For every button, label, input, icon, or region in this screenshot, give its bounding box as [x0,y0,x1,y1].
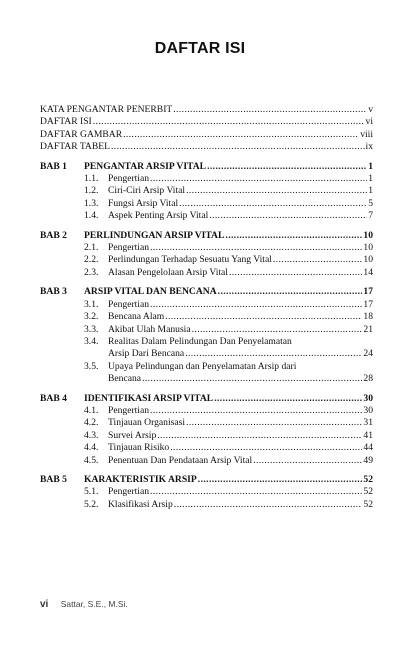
dot-leader [209,210,367,222]
dot-leader [93,116,365,128]
toc-page-number: 30 [363,392,373,404]
toc-entry-front[interactable] [40,116,373,128]
toc-page-number: vi [365,116,373,128]
footer-author: Sattar, S.E., M.Si. [60,599,128,609]
dot-leader [150,486,362,498]
toc-page-number: 7 [368,210,373,222]
dot-leader [225,230,362,242]
section-gap [40,223,373,230]
dot-leader [214,393,362,405]
toc-page-number: 41 [363,429,373,441]
toc-page-number: 52 [363,498,373,510]
toc-page-number: viii [360,128,373,140]
section-number: 3.3. [84,323,99,335]
dot-leader [192,324,363,336]
section-gap [40,154,373,161]
page-title: DAFTAR ISI [154,40,246,57]
toc-page-number: 24 [363,348,373,360]
section-title: Realitas Dalam Pelindungan Dan Penyelamatan [108,335,292,347]
toc-page-number: 49 [363,454,373,466]
toc-section[interactable] [40,499,373,511]
section-number: 1.4. [84,210,99,222]
toc-page-number: 17 [363,286,373,298]
dot-leader [170,442,362,454]
toc-entry-front[interactable] [40,104,373,116]
section-title: Fungsi Arsip Vital [108,197,179,209]
chapter-number: BAB 1 [40,160,67,172]
dot-leader [207,161,367,173]
dot-leader [229,267,362,279]
toc-section[interactable] [40,173,373,185]
section-title: Bencana [108,373,142,385]
toc-page-number: 30 [363,404,373,416]
toc-chapter[interactable] [40,230,373,242]
dot-leader [198,474,363,486]
dot-leader [123,129,359,141]
chapter-title: ARSIP VITAL DAN BENCANA [84,286,217,298]
section-number: 4.4. [84,442,99,454]
section-number: 1.3. [84,197,99,209]
toc-chapter[interactable] [40,161,373,173]
dot-leader [185,348,362,360]
toc-section[interactable] [40,254,373,266]
toc-page-number: 17 [363,298,373,310]
section-number: 3.5. [84,360,99,372]
dot-leader [150,242,362,254]
section-number: 4.1. [84,404,99,416]
chapter-title: PERLINDUNGAN ARSIP VITAL [84,229,225,241]
toc-section[interactable] [40,198,373,210]
toc-entry-label: DAFTAR ISI [40,116,92,128]
toc-page-number: 14 [363,266,373,278]
toc-entry-label: KATA PENGANTAR PENERBIT [40,104,173,115]
dot-leader [111,141,365,153]
section-number: 2.1. [84,242,99,254]
toc-section[interactable] [40,455,373,467]
section-title: Tinjauan Organisasi [108,417,186,429]
section-title: Pengertian [108,486,150,498]
toc-page-number: 1 [368,160,373,172]
section-number: 3.2. [84,311,99,323]
toc-entry-front[interactable] [40,129,373,141]
dot-leader [173,104,367,116]
toc-chapter[interactable] [40,393,373,405]
section-number: 4.5. [84,454,99,466]
toc-entry-front[interactable] [40,141,373,153]
toc-section[interactable] [40,267,373,279]
section-title: Aspek Penting Arsip Vital [108,210,209,222]
dot-leader [253,455,362,467]
section-gap [40,467,373,474]
toc-section[interactable] [40,430,373,442]
section-number: 2.2. [84,254,99,266]
section-number: 1.2. [84,185,99,197]
toc-page-number: 52 [363,473,373,485]
toc-section[interactable] [40,361,373,373]
section-title: Pengertian [108,298,150,310]
section-title: Alasan Pengelolaan Arsip Vital [108,266,228,278]
section-number: 1.1. [84,173,99,185]
dot-leader [142,373,362,385]
toc-entry-label: DAFTAR TABEL [40,141,110,153]
dot-leader [150,405,362,417]
section-title: Survei Arsip [108,429,157,441]
section-title: Arsip Dari Bencana [108,348,185,360]
section-title: Tinjauan Risiko [108,442,170,454]
dot-leader [165,311,362,323]
chapter-number: BAB 3 [40,286,67,298]
toc-section[interactable] [40,242,373,254]
section-title: Perlindungan Terhadap Sesuatu Yang Vital [108,254,272,266]
toc-page-number: v [368,104,373,115]
toc-section[interactable] [40,210,373,222]
dot-leader [157,430,362,442]
section-title: Klasifikasi Arsip [108,498,173,510]
toc-page-number: ix [365,141,373,153]
section-number: 4.2. [84,417,99,429]
section-number: 5.2. [84,498,99,510]
section-title: Ciri-Ciri Arsip Vital [108,185,186,197]
page-footer [40,599,128,610]
toc-page-number: 31 [363,417,373,429]
toc-section[interactable] [40,299,373,311]
toc-section[interactable] [40,324,373,336]
toc-section[interactable] [40,185,373,197]
toc-page-number: 18 [363,311,373,323]
section-title: Pengertian [108,242,150,254]
section-number: 2.3. [84,266,99,278]
section-number: 4.3. [84,429,99,441]
toc-section[interactable] [40,405,373,417]
toc-section[interactable] [40,486,373,498]
chapter-title: KARAKTERISTIK ARSIP [84,473,197,485]
section-title: Bencana Alam [108,311,165,323]
section-title: Akibat Ulah Manusia [108,323,191,335]
dot-leader [174,499,363,511]
toc-page-number: 5 [368,197,373,209]
toc-page-number: 1 [368,173,373,185]
toc-section[interactable] [40,442,373,454]
toc-page-number: 10 [363,229,373,241]
toc-page-number: 52 [363,486,373,498]
chapter-number: BAB 5 [40,473,67,485]
section-title: Upaya Pelindungan dan Penyelamatan Arsip dari [108,360,297,372]
toc-entry-label: DAFTAR GAMBAR [40,128,123,140]
section-number: 3.4. [84,335,99,347]
section-number: 5.1. [84,486,99,498]
section-title: Penentuan Dan Pendataan Arsip Vital [108,454,253,466]
section-gap [40,279,373,286]
toc-section[interactable] [40,336,373,348]
section-number: 3.1. [84,298,99,310]
toc-page-number: 28 [363,373,373,385]
toc-page-number: 10 [363,254,373,266]
toc-chapter[interactable] [40,286,373,298]
table-of-contents [40,104,373,511]
dot-leader [218,286,363,298]
dot-leader [273,254,363,266]
chapter-number: BAB 4 [40,392,67,404]
dot-leader [186,185,367,197]
chapter-title: PENGANTAR ARSIP VITAL [84,160,207,172]
section-gap [40,386,373,393]
toc-section[interactable] [40,417,373,429]
toc-section[interactable] [40,373,373,385]
chapter-title: IDENTIFIKASI ARSIP VITAL [84,392,214,404]
toc-page-number: 44 [363,442,373,454]
footer-page-number: vi [40,599,49,610]
section-title: Pengertian [108,404,150,416]
dot-leader [150,173,367,185]
toc-section[interactable] [40,348,373,360]
section-title: Pengertian [108,173,150,185]
dot-leader [186,417,362,429]
dot-leader [150,299,362,311]
dot-leader [179,198,367,210]
toc-page-number: 1 [368,185,373,197]
toc-chapter[interactable] [40,474,373,486]
toc-section[interactable] [40,311,373,323]
chapter-number: BAB 2 [40,229,67,241]
toc-page-number: 10 [363,242,373,254]
toc-page-number: 21 [363,323,373,335]
